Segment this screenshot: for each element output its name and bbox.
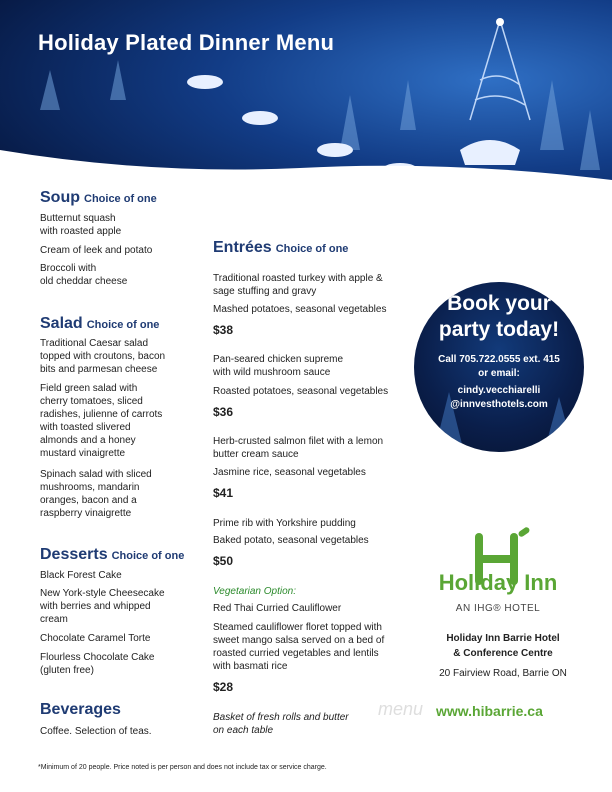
hotel-website-link[interactable]: www.hibarrie.ca (436, 703, 543, 719)
dessert-item: Flourless Chocolate Cake (gluten free) (40, 652, 155, 676)
salad-heading (40, 315, 159, 333)
desserts-heading (40, 546, 184, 564)
entree-name: Traditional roasted turkey with apple & sage stuffing and gravy (213, 273, 383, 297)
booking-promo-circle (414, 282, 584, 452)
entree-side: Jasmine rice, seasonal vegetables (213, 467, 366, 478)
hotel-name-line2: & Conference Centre (453, 648, 553, 659)
entree-price: $41 (213, 486, 234, 500)
vegetarian-price: $28 (213, 680, 234, 694)
header-banner (0, 0, 612, 200)
dessert-item: New York-style Cheesecake with berries and whipped cream (40, 588, 165, 625)
soup-item: Broccoli with old cheddar cheese (40, 263, 128, 287)
promo-email-line2: @innvesthotels.com (450, 399, 548, 410)
entrees-heading-text: Entrées (213, 239, 272, 256)
entree-name: Prime rib with Yorkshire pudding (213, 518, 356, 529)
beverages-heading: Beverages (40, 701, 121, 718)
salad-item: Traditional Caesar salad topped with croutons, bacon bits and parmesan cheese (40, 338, 166, 375)
soup-heading (40, 189, 157, 207)
beverage-item: Coffee. Selection of teas. (40, 726, 152, 737)
entrees-subheading: Choice of one (275, 243, 349, 255)
promo-title-line1: Book your (447, 292, 551, 315)
promo-call: Call 705.722.0555 ext. 415 (438, 354, 560, 365)
promo-email-line1: cindy.vecchiarelli (457, 385, 541, 396)
hotel-address: 20 Fairview Road, Barrie ON (439, 668, 567, 679)
watermark: menu (378, 699, 424, 719)
entrees-heading (213, 239, 348, 257)
vegetarian-description: Steamed cauliflower floret topped with sweet mango salsa served on a bed of roasted curried vegetables and lentils with basmati rice (213, 622, 385, 672)
salad-subheading: Choice of one (86, 319, 160, 331)
entree-price: $38 (213, 323, 234, 337)
soup-heading-text: Soup (40, 189, 80, 206)
salad-item: Spinach salad with sliced mushrooms, mandarin oranges, bacon and a raspberry vinaigrette (40, 469, 152, 519)
entree-side: Baked potato, seasonal vegetables (213, 535, 369, 546)
soup-item: Butternut squash with roasted apple (40, 213, 122, 237)
desserts-heading-text: Desserts (40, 546, 108, 563)
vegetarian-label: Vegetarian Option: (213, 586, 297, 597)
ihg-subline: AN IHG® HOTEL (455, 603, 541, 614)
entree-side: Roasted potatoes, seasonal vegetables (213, 386, 389, 397)
desserts-subheading: Choice of one (111, 550, 185, 562)
entree-name: Herb-crusted salmon filet with a lemon butter cream sauce (213, 436, 384, 460)
salad-item: Field green salad with cherry tomatoes, sliced radishes, julienne of carrots with toasted slivered almonds and a honey mustard vinaigrette (40, 383, 163, 459)
holiday-inn-logo-icon (430, 500, 570, 620)
salad-heading-text: Salad (40, 315, 83, 332)
holiday-inn-brand: Holiday Inn (438, 570, 558, 595)
bread-note: Basket of fresh rolls and butter on each table (213, 712, 349, 736)
entree-name: Pan-seared chicken supreme with wild mushroom sauce (213, 354, 344, 378)
promo-title-line2: party today! (438, 318, 560, 341)
entree-price: $36 (213, 405, 234, 419)
entree-price: $50 (213, 554, 234, 568)
dessert-item: Black Forest Cake (40, 570, 122, 581)
page-title: Holiday Plated Dinner Menu (38, 30, 335, 55)
soup-item: Cream of leek and potato (40, 245, 153, 256)
dessert-item: Chocolate Caramel Torte (40, 633, 151, 644)
soup-subheading: Choice of one (84, 193, 157, 205)
footnote: *Minimum of 20 people. Price noted is per person and does not include tax or service charge. (38, 764, 327, 771)
hotel-name-line1: Holiday Inn Barrie Hotel (446, 633, 560, 644)
promo-or-email: or email: (478, 368, 520, 379)
vegetarian-name: Red Thai Curried Cauliflower (213, 603, 342, 614)
entree-side: Mashed potatoes, seasonal vegetables (213, 304, 387, 315)
